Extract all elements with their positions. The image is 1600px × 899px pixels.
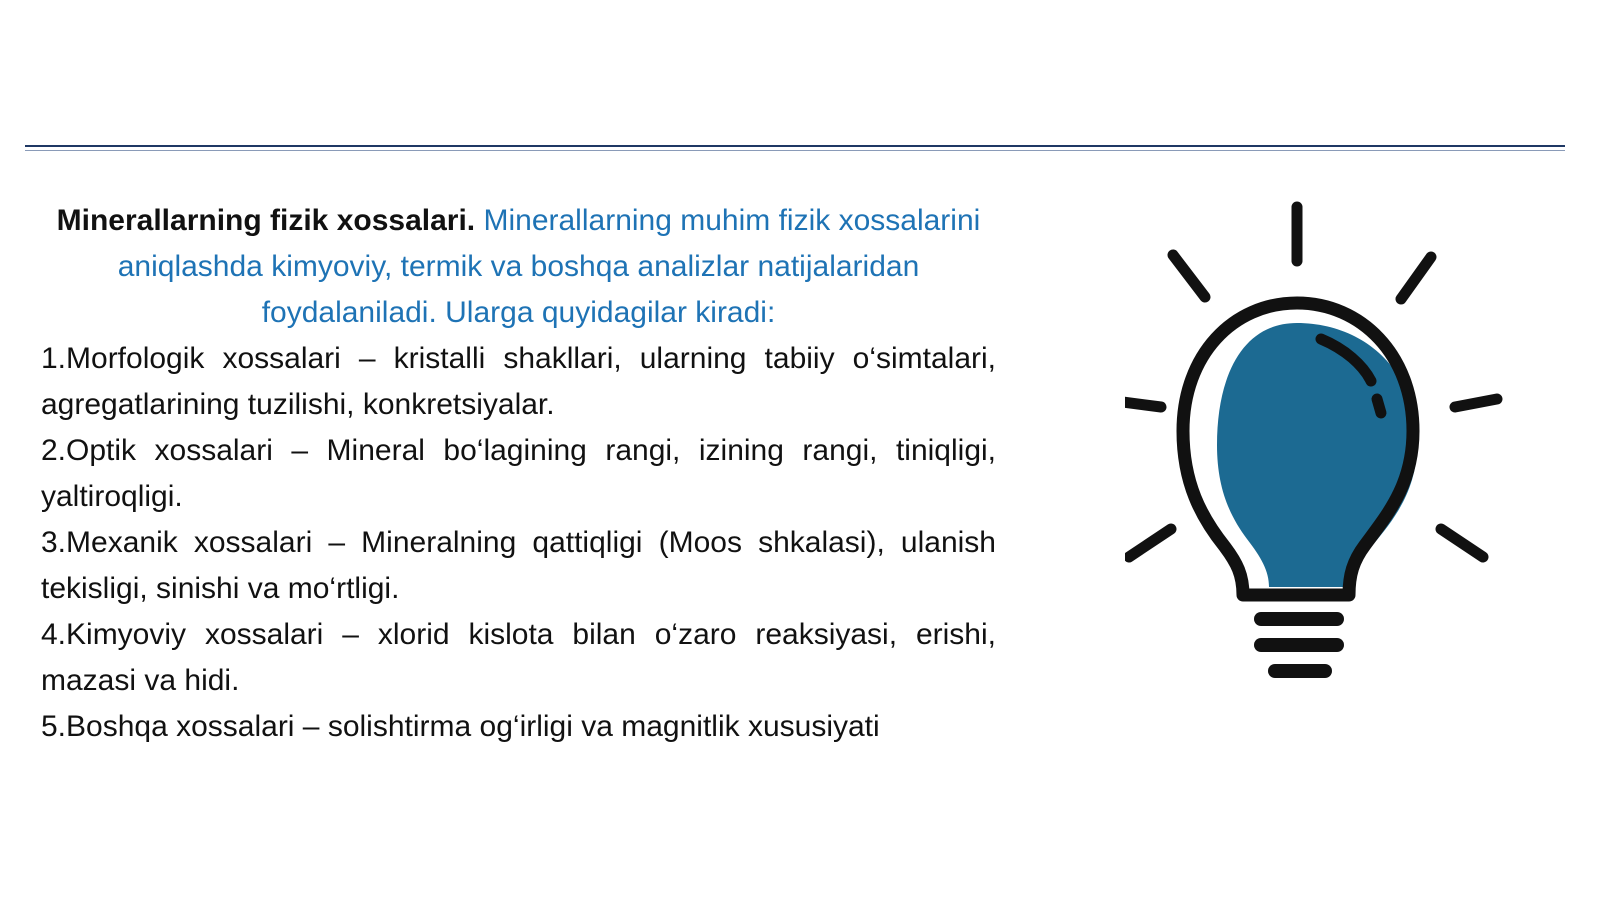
content-block [41,198,996,750]
properties-list [41,336,996,750]
intro-description: Minerallarning muhim fizik xossalarini aniqlashda kimyoviy, termik va boshqa analizlar natijalaridan foydalaniladi. Ularga quyidagilar kiradi: [117,204,981,329]
list-item: 3.Mexanik xossalari – Mineralning qattiqligi (Moos shkalasi), ulanish tekisligi, sinishi va mo‘rtligi. [41,526,996,605]
header-divider [25,145,1565,147]
list-item: 1.Morfologik xossalari – kristalli shakllari, ularning tabiiy o‘simtalari, agregatlarining tuzilishi, konkretsiyalar. [41,342,996,421]
list-item: 2.Optik xossalari – Mineral bo‘lagining rangi, izining rangi, tiniqligi, yaltiroqligi. [41,434,996,513]
intro-title: Minerallarning fizik xossalari. [56,204,476,237]
list-item: 4.Kimyoviy xossalari – xlorid kislota bilan o‘zaro reaksiyasi, erishi, mazasi va hidi. [41,618,996,697]
list-item: 5.Boshqa xossalari – solishtirma og‘irligi va magnitlik xususiyati [41,710,880,743]
intro-paragraph [41,198,996,336]
lightbulb-icon [1125,195,1535,695]
